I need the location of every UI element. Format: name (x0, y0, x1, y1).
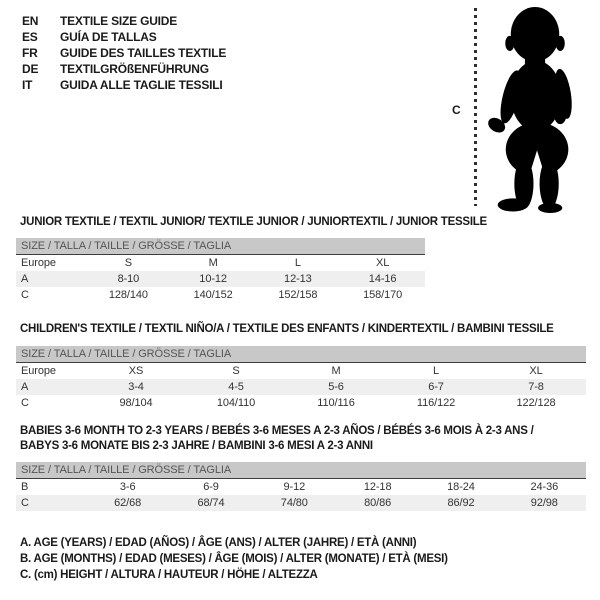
table-row (16, 495, 586, 511)
row-label: A (21, 273, 29, 285)
cell: 3-4 (128, 381, 144, 393)
table-row (16, 255, 425, 271)
row-label: C (21, 497, 29, 509)
height-dashed-line (474, 8, 477, 206)
legend-notes (20, 535, 448, 583)
junior-table-title: JUNIOR TEXTILE / TEXTIL JUNIOR/ TEXTILE JUNIOR / JUNIORTEXTIL / JUNIOR TESSILE (20, 216, 487, 228)
children-table-title: CHILDREN'S TEXTILE / TEXTIL NIÑO/A / TEXTILE DES ENFANTS / KINDERTEXTIL / BAMBINI TESSILE (20, 323, 554, 335)
height-figure (440, 0, 600, 215)
cell: 18-24 (447, 481, 475, 493)
lang-code: FR (22, 46, 38, 60)
junior-size-header: SIZE / TALLA / TAILLE / GRÖSSE / TAGLIA (16, 238, 425, 255)
babies-title-line1: BABIES 3-6 MONTH TO 2-3 YEARS / BEBÉS 3-6 MESES A 2-3 AÑOS / BÉBÉS 3-6 MOIS À 2-3 ANS / (20, 425, 534, 437)
lang-title: GUIDA ALLE TAGLIE TESSILI (60, 78, 223, 92)
table-row (16, 287, 425, 303)
cell: 74/80 (280, 497, 308, 509)
babies-title-line2: BABYS 3-6 MONATE BIS 2-3 JAHRE / BAMBINI 3-6 MESI A 2-3 ANNI (20, 440, 373, 452)
cell: 8-10 (117, 273, 140, 285)
baby-silhouette-icon (481, 3, 585, 213)
lang-row-fr (22, 45, 226, 61)
language-header (22, 13, 226, 93)
cell: 62/68 (114, 497, 142, 509)
babies-table-title (20, 424, 534, 454)
cell: 24-36 (530, 481, 559, 493)
row-label: Europe (21, 257, 56, 269)
cell: S (232, 365, 240, 377)
cell: 14-16 (368, 273, 397, 285)
cell: 98/104 (119, 397, 153, 409)
cell: 9-12 (283, 481, 306, 493)
cell: 12-18 (363, 481, 392, 493)
cell: 12-13 (284, 273, 312, 285)
cell: 68/74 (197, 497, 225, 509)
cell: M (331, 365, 341, 377)
cell: M (208, 257, 218, 269)
cell: 80/86 (364, 497, 392, 509)
babies-table (16, 479, 586, 511)
note-age-months: B. AGE (MONTHS) / EDAD (MESES) / ÂGE (MOIS) / ALTER (MONATE) / ETÀ (MESI) (20, 553, 448, 565)
cell: 3-6 (119, 481, 136, 493)
lang-row-en (22, 13, 226, 29)
cell: 128/140 (108, 289, 148, 301)
cell: 116/122 (416, 397, 456, 409)
cell: 104/110 (216, 397, 256, 409)
cell: XS (128, 365, 144, 377)
note-height-cm: C. (cm) HEIGHT / ALTURA / HAUTEUR / HÖHE / ALTEZZA (20, 569, 318, 581)
table-row (16, 395, 586, 411)
note-age-years: A. AGE (YEARS) / EDAD (AÑOS) / ÂGE (ANS) / ALTER (JAHRE) / ETÀ (ANNI) (20, 537, 417, 549)
cell: 140/152 (193, 289, 233, 301)
cell: S (124, 257, 132, 269)
cell: XL (529, 365, 543, 377)
lang-row-de (22, 61, 226, 77)
table-row (16, 363, 586, 379)
row-label: A (21, 381, 29, 393)
row-label: C (21, 289, 29, 301)
cell: 6-9 (203, 481, 219, 493)
cell: 10-12 (199, 273, 227, 285)
children-size-header: SIZE / TALLA / TAILLE / GRÖSSE / TAGLIA (16, 346, 586, 363)
lang-row-es (22, 29, 226, 45)
junior-table (16, 255, 425, 303)
height-label: C (452, 103, 461, 117)
cell: 5-6 (328, 381, 344, 393)
lang-title: GUÍA DE TALLAS (60, 30, 157, 44)
row-label: C (21, 397, 29, 409)
children-table (16, 363, 586, 411)
lang-title: TEXTILGRÖßENFÜHRUNG (60, 62, 209, 76)
cell: 92/98 (530, 497, 558, 509)
row-label: B (21, 481, 29, 493)
cell: 7-8 (528, 381, 544, 393)
lang-code: IT (22, 78, 33, 92)
lang-code: ES (22, 30, 38, 44)
cell: 152/158 (278, 289, 318, 301)
lang-row-it (22, 77, 226, 93)
lang-code: EN (22, 14, 39, 28)
cell: L (432, 365, 440, 377)
cell: 86/92 (447, 497, 475, 509)
cell: 4-5 (228, 381, 244, 393)
cell: L (294, 257, 301, 269)
table-row (16, 479, 586, 495)
lang-code: DE (22, 62, 39, 76)
row-label: Europe (21, 365, 56, 377)
cell: 110/116 (317, 397, 355, 409)
table-row (16, 379, 586, 395)
table-row (16, 271, 425, 287)
babies-size-header: SIZE / TALLA / TAILLE / GRÖSSE / TAGLIA (16, 462, 586, 479)
lang-title: TEXTILE SIZE GUIDE (60, 14, 178, 28)
cell: 158/170 (363, 289, 403, 301)
lang-title: GUIDE DES TAILLES TEXTILE (60, 46, 227, 60)
cell: XL (375, 257, 390, 269)
cell: 6-7 (428, 381, 444, 393)
cell: 122/128 (516, 397, 556, 409)
